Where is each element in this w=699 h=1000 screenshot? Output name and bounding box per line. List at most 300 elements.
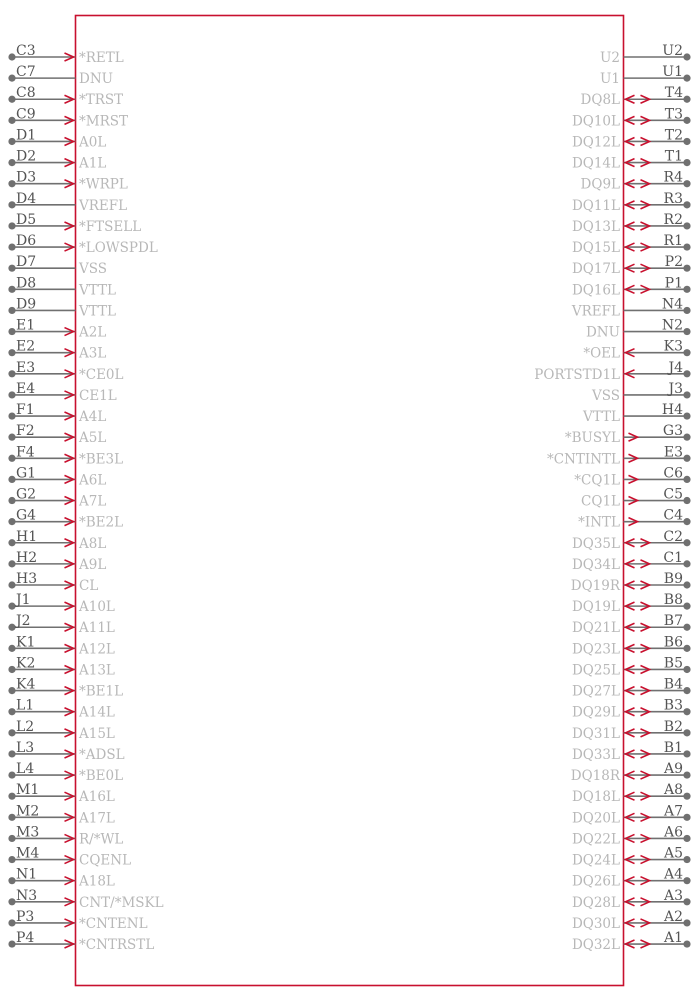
- right-pin-group: [534, 43, 690, 953]
- pin-left[interactable]: [8, 909, 147, 932]
- pin-number: B1: [663, 739, 683, 756]
- pin-left[interactable]: [8, 423, 106, 446]
- pin-right[interactable]: [572, 212, 691, 235]
- left-pin-group: [8, 43, 163, 953]
- pin-name: DQ20L: [571, 810, 620, 827]
- pin-number: M1: [16, 782, 40, 799]
- pin-end-dot: [683, 391, 690, 398]
- pin-end-dot: [683, 349, 690, 356]
- pin-name: DQ32L: [571, 937, 620, 954]
- pin-number: P3: [16, 908, 35, 925]
- pin-end-dot: [8, 793, 15, 800]
- pin-end-dot: [683, 75, 690, 82]
- pin-name: A4L: [79, 409, 107, 426]
- pin-left[interactable]: [8, 846, 131, 869]
- pin-left[interactable]: [8, 465, 106, 488]
- pin-number: D3: [16, 169, 37, 186]
- pin-right[interactable]: [572, 106, 691, 129]
- pin-right[interactable]: [574, 465, 690, 488]
- pin-number: C3: [16, 43, 36, 59]
- pin-end-dot: [8, 729, 15, 736]
- pin-name: *BE2L: [79, 514, 124, 531]
- pin-right[interactable]: [572, 888, 691, 911]
- pin-name: DQ9L: [580, 176, 620, 193]
- pin-number: T3: [664, 106, 683, 123]
- pin-name: U2: [600, 50, 620, 66]
- pin-name: DQ26L: [571, 873, 620, 890]
- pin-left[interactable]: [8, 761, 123, 784]
- pin-name: DQ19L: [571, 599, 620, 616]
- pin-name: DNU: [79, 71, 114, 88]
- pin-right[interactable]: [572, 149, 691, 172]
- pin-left[interactable]: [8, 487, 106, 510]
- pin-right[interactable]: [578, 508, 690, 531]
- pin-left[interactable]: [8, 803, 115, 826]
- pin-name: U1: [600, 71, 620, 88]
- pin-right[interactable]: [571, 571, 691, 594]
- pin-number: A1: [663, 930, 683, 947]
- pin-end-dot: [8, 138, 15, 145]
- pin-left[interactable]: [8, 85, 123, 108]
- pin-number: C6: [663, 465, 683, 482]
- pin-name: A0L: [79, 134, 107, 151]
- pin-right[interactable]: [582, 402, 691, 425]
- pin-name: DQ28L: [571, 894, 620, 911]
- pin-name: A3L: [79, 345, 107, 362]
- pin-number: M2: [16, 803, 40, 820]
- pin-number: B6: [663, 634, 683, 651]
- pin-end-dot: [683, 645, 690, 652]
- pin-number: D5: [16, 211, 37, 228]
- pin-end-dot: [8, 476, 15, 483]
- pin-right[interactable]: [572, 529, 691, 552]
- pin-name: *BE1L: [79, 683, 124, 700]
- pin-end-dot: [8, 180, 15, 187]
- pin-right[interactable]: [600, 64, 691, 87]
- pin-number: K3: [663, 338, 683, 355]
- pin-end-dot: [8, 940, 15, 947]
- pin-left[interactable]: [8, 402, 106, 425]
- pin-number: U1: [662, 64, 683, 81]
- pin-name: *BUSYL: [564, 430, 620, 447]
- pin-left[interactable]: [8, 719, 115, 742]
- pin-right[interactable]: [572, 719, 691, 742]
- pin-end-dot: [683, 434, 690, 441]
- pin-name: A1L: [79, 155, 107, 172]
- pin-number: B4: [663, 676, 683, 693]
- pin-number: T2: [664, 127, 683, 144]
- pin-end-dot: [683, 265, 690, 272]
- pin-number: D4: [16, 190, 37, 207]
- pin-number: J2: [16, 613, 31, 630]
- pin-number: C4: [663, 507, 683, 524]
- pin-end-dot: [683, 856, 690, 863]
- pin-number: C7: [16, 64, 36, 81]
- pin-number: B8: [663, 592, 683, 609]
- pin-left[interactable]: [8, 296, 116, 319]
- pin-name: A8L: [79, 535, 107, 552]
- pin-name: A15L: [79, 725, 115, 742]
- pin-number: A4: [663, 866, 683, 883]
- pin-name: DQ24L: [571, 852, 620, 869]
- pin-end-dot: [8, 307, 15, 314]
- pin-name: A2L: [79, 324, 107, 341]
- pin-left[interactable]: [8, 508, 123, 531]
- pin-right[interactable]: [572, 782, 691, 805]
- pin-end-dot: [683, 370, 690, 377]
- pin-right[interactable]: [572, 127, 691, 150]
- pin-number: D2: [16, 148, 37, 165]
- pin-left[interactable]: [8, 149, 106, 172]
- pin-right[interactable]: [572, 191, 691, 214]
- pin-end-dot: [8, 96, 15, 103]
- pin-name: DQ18R: [570, 768, 620, 785]
- pin-name: *INTL: [578, 514, 620, 531]
- pin-left[interactable]: [8, 254, 107, 277]
- pin-name: DQ12L: [571, 134, 620, 151]
- pin-name: *ADSL: [79, 746, 125, 763]
- pin-left[interactable]: [8, 698, 115, 721]
- pin-name: *CNTRSTL: [79, 937, 155, 954]
- pin-name: DQ34L: [571, 556, 620, 573]
- pin-right[interactable]: [534, 360, 690, 383]
- pin-name: DQ27L: [571, 683, 620, 700]
- pin-right[interactable]: [581, 487, 691, 510]
- pin-name: A11L: [79, 620, 115, 637]
- pin-right[interactable]: [572, 233, 691, 256]
- pin-number: P4: [16, 930, 35, 947]
- pin-end-dot: [683, 201, 690, 208]
- pin-name: R/*WL: [79, 831, 124, 848]
- pin-right[interactable]: [572, 634, 691, 657]
- pin-number: A9: [663, 761, 683, 778]
- pin-number: U2: [662, 43, 683, 59]
- pin-name: DQ18L: [571, 789, 620, 806]
- pin-right[interactable]: [586, 318, 691, 341]
- pin-right[interactable]: [572, 846, 691, 869]
- pin-end-dot: [683, 687, 690, 694]
- pin-right[interactable]: [547, 444, 691, 467]
- pin-right[interactable]: [572, 803, 691, 826]
- pin-number: A3: [663, 887, 683, 904]
- pin-right[interactable]: [572, 867, 691, 890]
- pin-end-dot: [683, 328, 690, 335]
- pin-end-dot: [683, 666, 690, 673]
- pin-number: N2: [661, 317, 683, 334]
- pin-name: A14L: [79, 704, 115, 721]
- pin-end-dot: [683, 750, 690, 757]
- pin-number: E2: [16, 338, 36, 355]
- pin-end-dot: [8, 117, 15, 124]
- pin-end-dot: [683, 814, 690, 821]
- pin-right[interactable]: [572, 275, 691, 298]
- pin-number: F4: [16, 444, 35, 461]
- pin-number: E1: [16, 317, 36, 334]
- pin-number: E3: [663, 444, 683, 461]
- pin-name: DQ23L: [571, 641, 620, 658]
- pin-name: A18L: [79, 873, 115, 890]
- pin-name: DQ17L: [571, 261, 620, 278]
- pin-number: P1: [664, 275, 683, 292]
- pin-end-dot: [683, 476, 690, 483]
- pin-number: L2: [16, 718, 35, 735]
- component-body: [76, 16, 624, 986]
- pin-number: T4: [664, 85, 683, 102]
- pin-end-dot: [8, 750, 15, 757]
- pin-name: *CE0L: [79, 366, 124, 383]
- pin-number: R3: [663, 190, 683, 207]
- pin-end-dot: [683, 898, 690, 905]
- pin-number: A5: [663, 845, 683, 862]
- pin-left[interactable]: [8, 43, 123, 66]
- pin-left[interactable]: [8, 592, 115, 615]
- pin-left[interactable]: [8, 655, 115, 678]
- pin-name: *CNTINTL: [546, 451, 620, 468]
- pin-end-dot: [683, 729, 690, 736]
- pin-number: R2: [663, 211, 683, 228]
- pin-left[interactable]: [8, 571, 98, 594]
- pin-number: H2: [16, 549, 38, 566]
- pin-number: K2: [16, 655, 36, 672]
- pin-number: J3: [668, 380, 683, 397]
- pin-number: P2: [664, 254, 683, 271]
- pin-end-dot: [8, 497, 15, 504]
- pin-number: A8: [663, 782, 683, 799]
- pin-left[interactable]: [8, 824, 123, 847]
- pin-end-dot: [683, 243, 690, 250]
- pin-end-dot: [683, 222, 690, 229]
- pin-end-dot: [8, 898, 15, 905]
- pin-end-dot: [683, 539, 690, 546]
- pin-name: DQ31L: [571, 725, 620, 742]
- pin-end-dot: [8, 412, 15, 419]
- pin-name: *CQ1L: [574, 472, 620, 489]
- pin-name: DQ13L: [571, 218, 620, 235]
- pin-name: *CNTENL: [79, 915, 148, 932]
- pin-left[interactable]: [8, 233, 157, 256]
- pin-right[interactable]: [571, 296, 691, 319]
- pin-name: CL: [79, 578, 99, 594]
- pin-left[interactable]: [8, 127, 106, 150]
- pin-right[interactable]: [583, 339, 690, 362]
- pin-number: G2: [16, 486, 37, 503]
- pin-name: A7L: [79, 493, 107, 510]
- pin-left[interactable]: [8, 444, 123, 467]
- pin-end-dot: [8, 243, 15, 250]
- pin-end-dot: [683, 307, 690, 314]
- pin-end-dot: [683, 919, 690, 926]
- pin-end-dot: [8, 581, 15, 588]
- pin-name: VSS: [591, 387, 620, 404]
- pin-left[interactable]: [8, 613, 115, 636]
- pin-number: C2: [663, 528, 683, 545]
- pin-left[interactable]: [8, 191, 127, 214]
- pin-left[interactable]: [8, 782, 115, 805]
- pin-name: A13L: [79, 662, 115, 679]
- pin-left[interactable]: [8, 677, 123, 700]
- pin-left[interactable]: [8, 930, 154, 953]
- pin-end-dot: [8, 919, 15, 926]
- pin-name: VREFL: [571, 303, 620, 320]
- pin-name: *OEL: [583, 345, 620, 362]
- pin-right[interactable]: [565, 423, 691, 446]
- pin-name: DNU: [585, 324, 620, 341]
- pin-name: DQ25L: [571, 662, 620, 679]
- pin-name: DQ30L: [571, 915, 620, 932]
- pin-right[interactable]: [581, 170, 691, 193]
- pin-number: B9: [663, 571, 683, 587]
- pin-name: VREFL: [79, 197, 128, 214]
- pin-left[interactable]: [8, 867, 115, 890]
- pin-end-dot: [683, 117, 690, 124]
- pin-number: N1: [16, 866, 38, 883]
- pin-name: *FTSELL: [79, 218, 142, 235]
- pin-end-dot: [683, 940, 690, 947]
- pin-end-dot: [8, 328, 15, 335]
- pin-number: A2: [663, 908, 683, 925]
- pin-number: C9: [16, 106, 36, 123]
- pin-name: *TRST: [79, 92, 124, 109]
- pin-name: DQ11L: [571, 197, 620, 214]
- pin-end-dot: [683, 518, 690, 525]
- pin-name: A16L: [79, 789, 115, 806]
- pin-left[interactable]: [8, 550, 106, 573]
- pin-name: DQ8L: [580, 92, 620, 109]
- pin-right[interactable]: [572, 613, 691, 636]
- pin-name: DQ35L: [571, 535, 620, 552]
- pin-name: A12L: [79, 641, 115, 658]
- pin-right[interactable]: [572, 254, 691, 277]
- pin-name: VTTL: [79, 303, 116, 320]
- pin-number: C1: [663, 549, 683, 566]
- pin-number: L3: [16, 739, 35, 756]
- pin-number: G1: [16, 465, 37, 482]
- pin-number: C8: [16, 85, 36, 102]
- pin-left[interactable]: [8, 360, 123, 383]
- pin-name: A6L: [79, 472, 107, 489]
- pin-end-dot: [8, 835, 15, 842]
- pin-number: D7: [16, 254, 37, 271]
- pin-end-dot: [8, 455, 15, 462]
- pin-left[interactable]: [8, 888, 163, 911]
- pin-name: *WRPL: [79, 176, 128, 193]
- pin-right[interactable]: [572, 592, 691, 615]
- pin-number: K1: [16, 634, 36, 651]
- pin-number: D1: [16, 127, 37, 144]
- pin-name: CNT/*MSKL: [79, 894, 164, 911]
- pin-right[interactable]: [572, 550, 691, 573]
- pin-end-dot: [8, 603, 15, 610]
- pin-left[interactable]: [8, 381, 116, 404]
- pin-name: A10L: [79, 599, 115, 616]
- pin-end-dot: [8, 286, 15, 293]
- pin-name: *RETL: [79, 50, 124, 66]
- pin-end-dot: [8, 53, 15, 60]
- pin-right[interactable]: [571, 761, 691, 784]
- pin-number: M3: [16, 824, 40, 841]
- pin-end-dot: [683, 138, 690, 145]
- pin-number: A6: [663, 824, 683, 841]
- pin-end-dot: [683, 771, 690, 778]
- pin-end-dot: [8, 539, 15, 546]
- pin-left[interactable]: [8, 106, 128, 129]
- pin-left[interactable]: [8, 64, 113, 87]
- pin-end-dot: [683, 159, 690, 166]
- pin-end-dot: [8, 856, 15, 863]
- pin-number: N3: [16, 887, 38, 904]
- pin-name: *BE0L: [79, 768, 124, 785]
- pin-end-dot: [683, 286, 690, 293]
- pin-left[interactable]: [8, 529, 106, 552]
- pin-end-dot: [683, 603, 690, 610]
- pin-end-dot: [8, 222, 15, 229]
- pin-number: G4: [16, 507, 37, 524]
- pin-end-dot: [8, 877, 15, 884]
- pin-name: VTTL: [583, 409, 620, 426]
- pin-end-dot: [8, 75, 15, 82]
- pin-name: DQ19R: [570, 578, 620, 594]
- pin-end-dot: [8, 708, 15, 715]
- pin-end-dot: [8, 814, 15, 821]
- pin-end-dot: [683, 835, 690, 842]
- pin-number: A7: [663, 803, 683, 820]
- pin-left[interactable]: [8, 170, 127, 193]
- pin-end-dot: [8, 201, 15, 208]
- pin-name: *LOWSPDL: [79, 240, 158, 257]
- pin-left[interactable]: [8, 318, 106, 341]
- pin-number: R4: [663, 169, 683, 186]
- pin-end-dot: [8, 391, 15, 398]
- pin-number: J1: [16, 592, 31, 609]
- pin-number: H3: [16, 571, 38, 587]
- pin-right[interactable]: [572, 698, 691, 721]
- pin-name: A17L: [79, 810, 115, 827]
- pin-name: *MRST: [79, 113, 128, 130]
- pin-right[interactable]: [572, 930, 691, 953]
- pin-number: T1: [664, 148, 683, 165]
- pin-end-dot: [683, 581, 690, 588]
- pin-right[interactable]: [572, 909, 691, 932]
- pin-name: CE1L: [79, 387, 117, 404]
- pin-right[interactable]: [572, 677, 691, 700]
- pin-end-dot: [8, 518, 15, 525]
- pin-end-dot: [683, 877, 690, 884]
- pin-number: K4: [16, 676, 36, 693]
- pin-right[interactable]: [572, 655, 691, 678]
- pin-number: B3: [663, 697, 683, 714]
- pin-number: J4: [668, 359, 683, 376]
- pin-name: CQENL: [79, 852, 132, 869]
- pin-left[interactable]: [8, 339, 106, 362]
- pin-left[interactable]: [8, 634, 115, 657]
- pin-right[interactable]: [581, 85, 691, 108]
- pin-left[interactable]: [8, 740, 124, 763]
- pin-number: L1: [16, 697, 35, 714]
- pin-end-dot: [8, 370, 15, 377]
- pin-number: D6: [16, 233, 37, 250]
- pin-end-dot: [8, 434, 15, 441]
- pin-number: R1: [663, 233, 683, 250]
- pin-name: VTTL: [79, 282, 116, 299]
- pin-number: B7: [663, 613, 683, 630]
- pin-right[interactable]: [600, 43, 691, 66]
- pin-right[interactable]: [572, 740, 691, 763]
- pin-name: DQ29L: [571, 704, 620, 721]
- pin-right[interactable]: [572, 824, 691, 847]
- pin-left[interactable]: [8, 275, 116, 298]
- pin-right[interactable]: [591, 381, 691, 404]
- pin-end-dot: [8, 560, 15, 567]
